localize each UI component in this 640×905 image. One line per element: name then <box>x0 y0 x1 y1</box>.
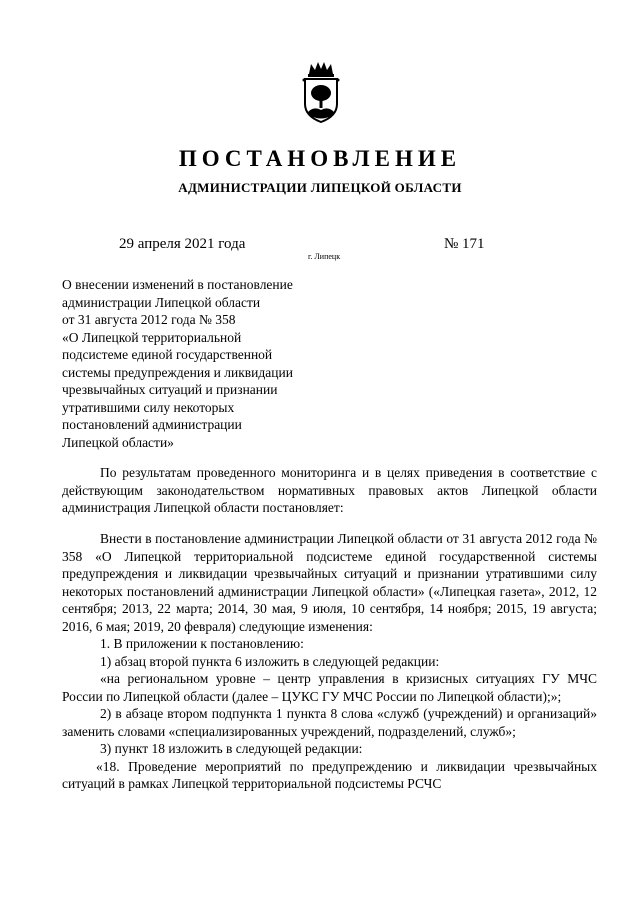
document-subject <box>62 276 362 451</box>
subject-line: Липецкой области» <box>62 434 174 450</box>
subject-line: чрезвычайных ситуаций и признании <box>62 382 278 397</box>
document-city: г. Липецк <box>308 252 341 261</box>
body-paragraph: 1) абзац второй пункта 6 изложить в следующей редакции: <box>100 653 440 669</box>
subject-line: постановлений администрации <box>62 417 242 432</box>
document-subtitle: АДМИНИСТРАЦИИ ЛИПЕЦКОЙ ОБЛАСТИ <box>178 180 462 195</box>
body-paragraph: «на региональном уровне – центр управления в кризисных ситуациях ГУ МЧС России по Липецкой области (далее – ЦУКС ГУ МЧС России по Липецкой области);»; <box>62 671 597 704</box>
body-paragraph: 2) в абзаце втором подпункта 1 пункта 8 слова «служб (учреждений) и организаций» заменить словами «специализированных учреждений, подразделений, служб»; <box>62 706 597 739</box>
subject-line: утратившими силу некоторых <box>62 399 235 415</box>
subject-line: «О Липецкой территориальной <box>62 329 242 345</box>
subject-line: системы предупреждения и ликвидации <box>62 364 293 380</box>
subject-line: О внесении изменений в постановление <box>62 277 293 292</box>
subject-line: администрации Липецкой области <box>62 294 261 310</box>
body-paragraph: Внести в постановление администрации Липецкой области от 31 августа 2012 года № 358 «О Липецкой территориальной подсистеме единой государственной системы предупреждения и ликвидации чрезвычайных ситуаций и признании утратившими силу некоторых постановлений администрации Липецкой области» («Липецкая газета», 2012, 12 сентября; 2013, 22 марта; 2014, 30 мая, 9 июля, 10 сентября, 14 ноября; 2015, 19 августа; 2016, 6 мая; 2019, 20 февраля) следующие изменения: <box>62 531 597 634</box>
lipetsk-coat-of-arms-icon <box>295 60 347 124</box>
document-title: ПОСТАНОВЛЕНИЕ <box>178 146 462 171</box>
document-number: № 171 <box>444 236 485 252</box>
preamble-text: По результатам проведенного мониторинга и в целях приведения в соответствие с действующим законодательством нормативных правовых актов Липецкой области администрация Липецкой области постановляет: <box>62 465 597 515</box>
subject-line: подсистеме единой государственной <box>62 347 273 362</box>
preamble <box>62 464 597 517</box>
subject-line: от 31 августа 2012 года № 358 <box>62 312 236 327</box>
document-date: 29 апреля 2021 года <box>119 236 246 252</box>
document-body <box>62 530 597 793</box>
body-paragraph: «18. Проведение мероприятий по предупреждению и ликвидации чрезвычайных ситуаций в рамках Липецкой территориальной подсистемы РСЧС <box>62 758 597 791</box>
body-paragraph: 1. В приложении к постановлению: <box>100 636 304 651</box>
body-paragraph: 3) пункт 18 изложить в следующей редакции: <box>100 741 363 756</box>
